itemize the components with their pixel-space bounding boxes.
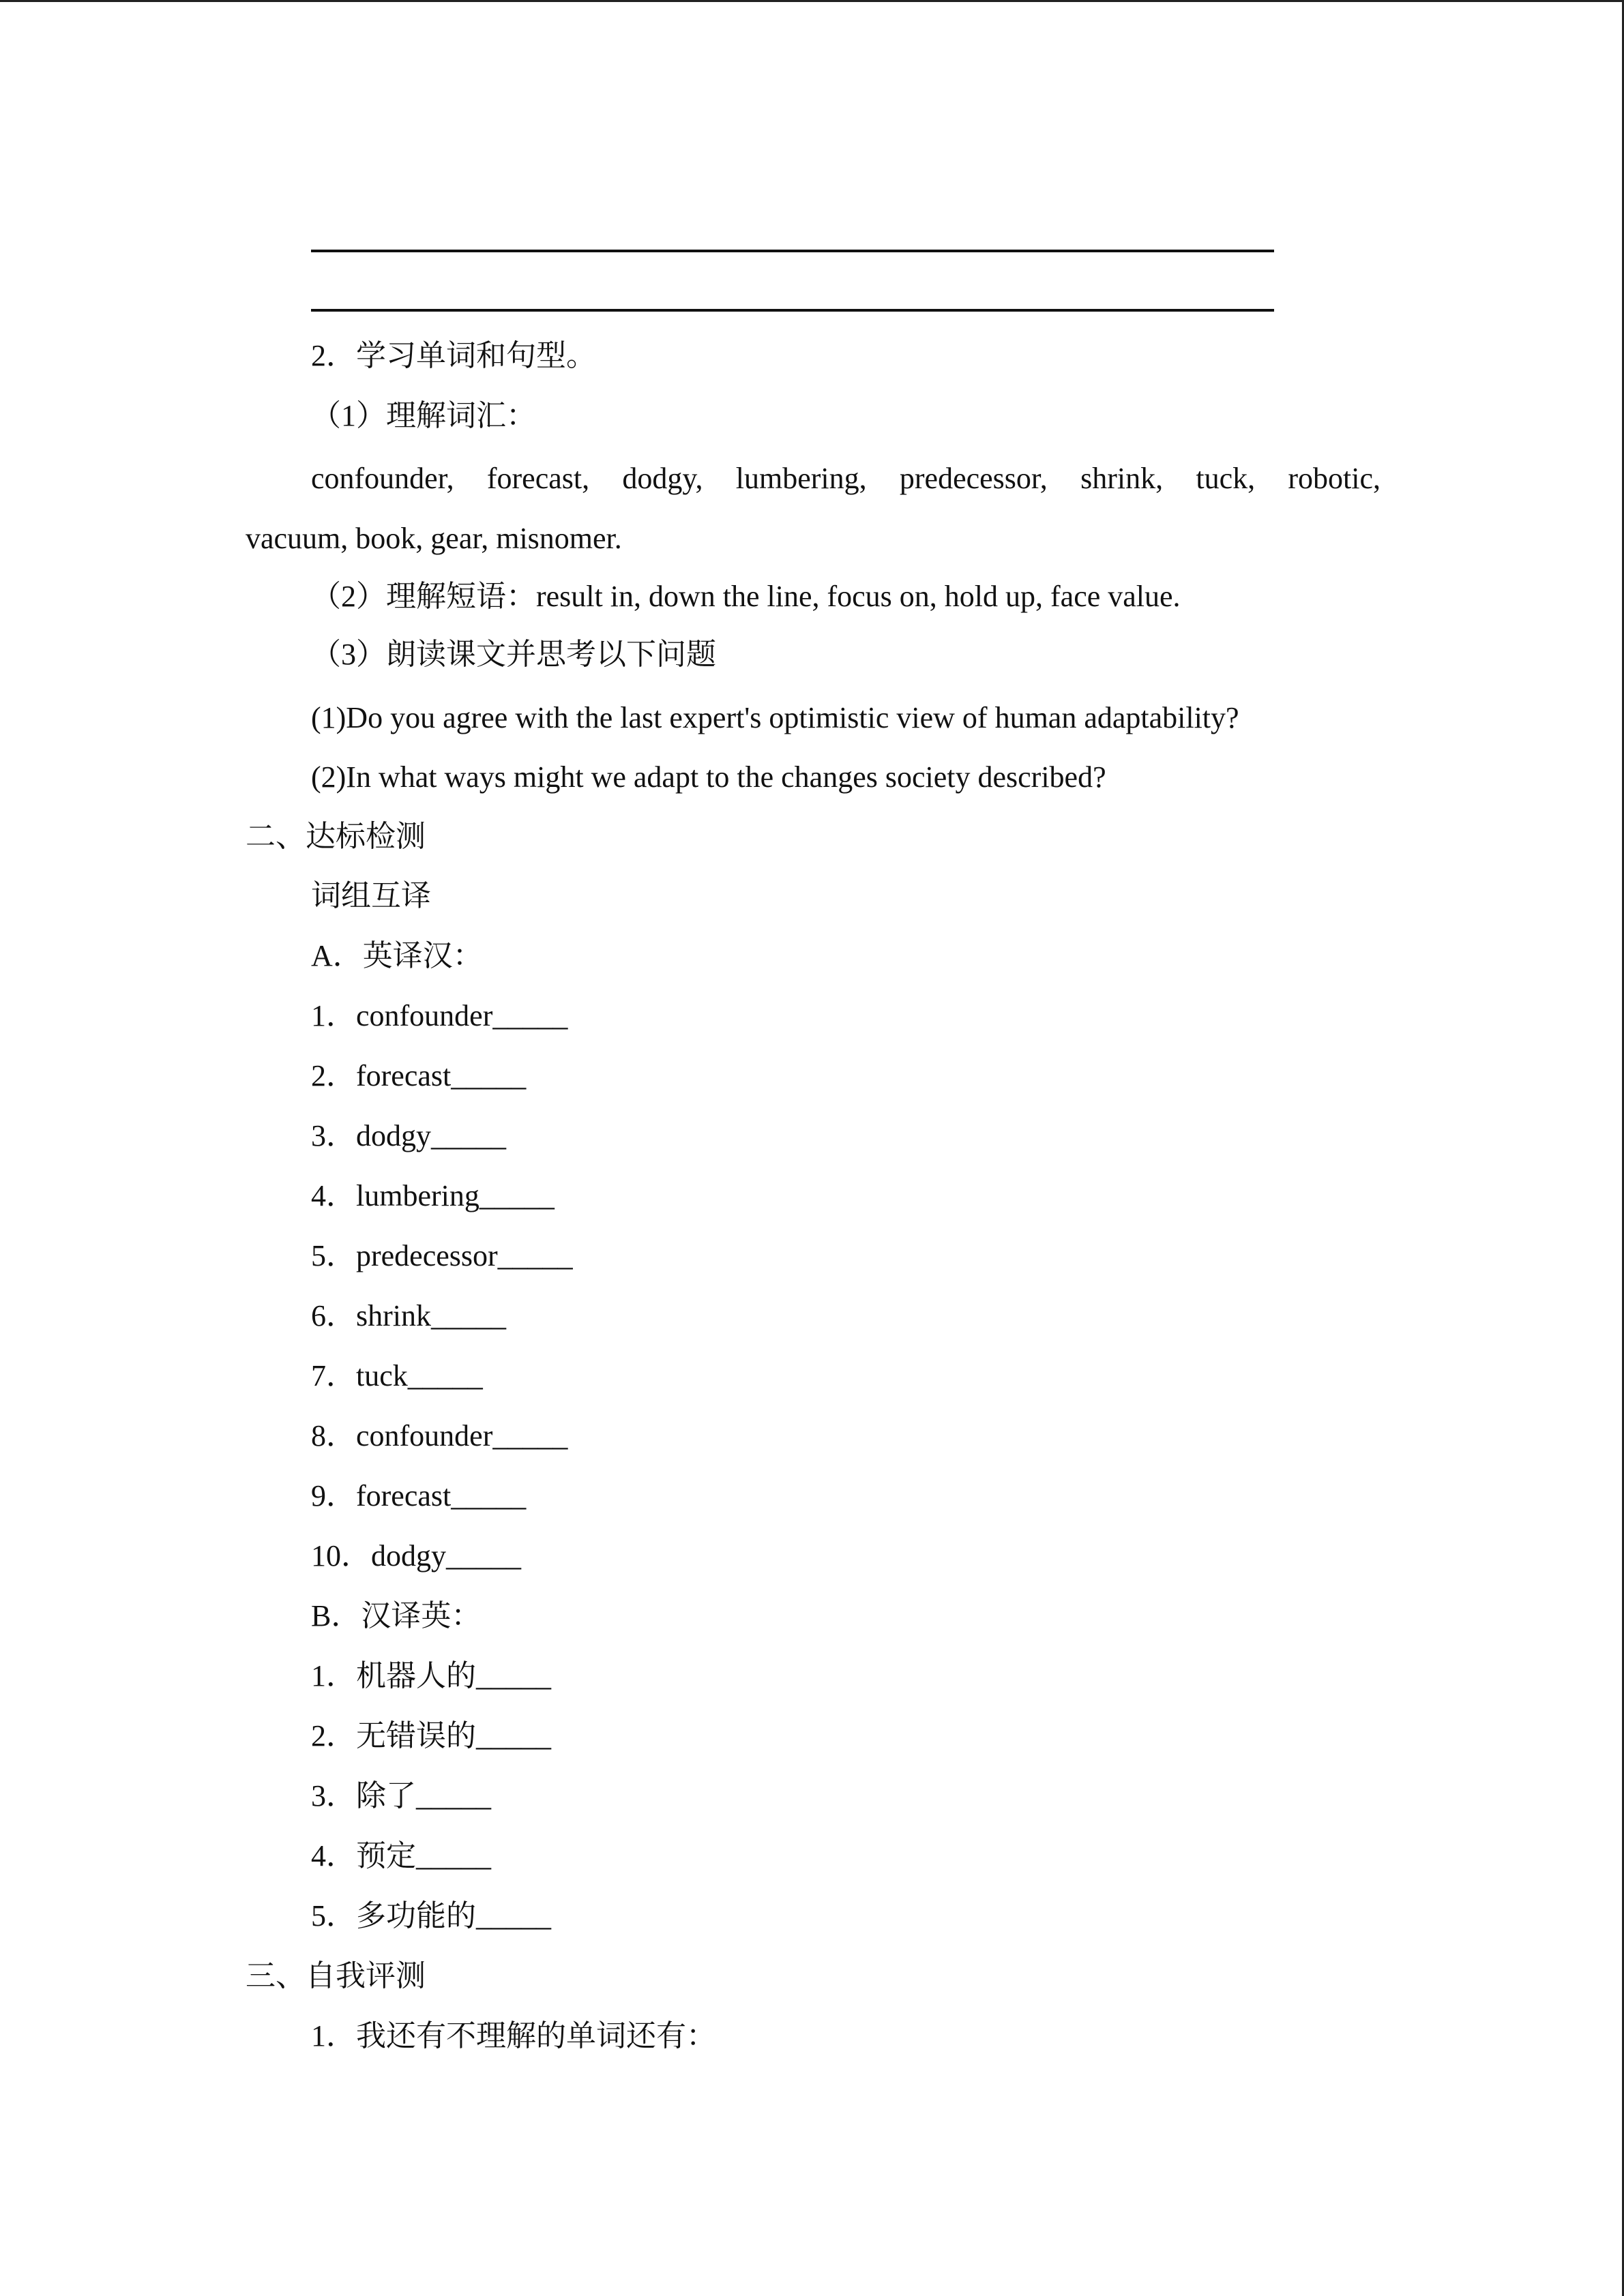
item-2-title: 2．学习单词和句型。 bbox=[311, 339, 596, 372]
part-a-item: 4．lumbering_____ bbox=[311, 1179, 555, 1212]
section-3-heading: 三、自我评测 bbox=[246, 1959, 426, 1993]
section-2-heading: 二、达标检测 bbox=[246, 820, 426, 853]
part-b-item: 2．无错误的_____ bbox=[311, 1719, 551, 1753]
question-2: (2)In what ways might we adapt to the changes society described? bbox=[311, 760, 1106, 794]
part-a-item: 5．predecessor_____ bbox=[311, 1239, 573, 1272]
part-a-item: 3．dodgy_____ bbox=[311, 1119, 506, 1152]
part-b-label: B．汉译英： bbox=[311, 1599, 482, 1632]
part-a-item: 1．confounder_____ bbox=[311, 999, 568, 1032]
vocab-list-line-1: confounder, forecast, dodgy, lumbering, predecessor, shrink, tuck, robotic, bbox=[311, 462, 1381, 495]
part-a-label: A．英译汉： bbox=[311, 939, 483, 972]
answer-line-2 bbox=[311, 309, 1274, 312]
part-a-item: 10．dodgy_____ bbox=[311, 1539, 521, 1572]
question-1: (1)Do you agree with the last expert's optimistic view of human adaptability? bbox=[311, 701, 1239, 734]
part-a-item: 7．tuck_____ bbox=[311, 1359, 483, 1392]
part-a-item: 2．forecast_____ bbox=[311, 1059, 527, 1092]
part-b-item: 4．预定_____ bbox=[311, 1839, 491, 1873]
reading-task-label: （3）朗读课文并思考以下问题 bbox=[311, 638, 716, 671]
phrases-line: （2）理解短语：result in, down the line, focus on, hold up, face value. bbox=[311, 580, 1181, 613]
part-b-item: 5．多功能的_____ bbox=[311, 1899, 551, 1933]
answer-line-1 bbox=[311, 250, 1274, 252]
part-a-item: 9．forecast_____ bbox=[311, 1479, 527, 1512]
vocab-sub-label: （1）理解词汇： bbox=[311, 399, 536, 432]
part-b-item: 1．机器人的_____ bbox=[311, 1659, 551, 1693]
section-3-item-1: 1．我还有不理解的单词还有： bbox=[311, 2019, 716, 2053]
vocab-list-line-2: vacuum, book, gear, misnomer. bbox=[246, 522, 622, 555]
part-a-item: 8．confounder_____ bbox=[311, 1419, 568, 1452]
part-a-item: 6．shrink_____ bbox=[311, 1299, 506, 1332]
page-top-border bbox=[0, 0, 1624, 2]
section-2-subheading: 词组互译 bbox=[311, 879, 431, 912]
part-b-item: 3．除了_____ bbox=[311, 1779, 491, 1813]
